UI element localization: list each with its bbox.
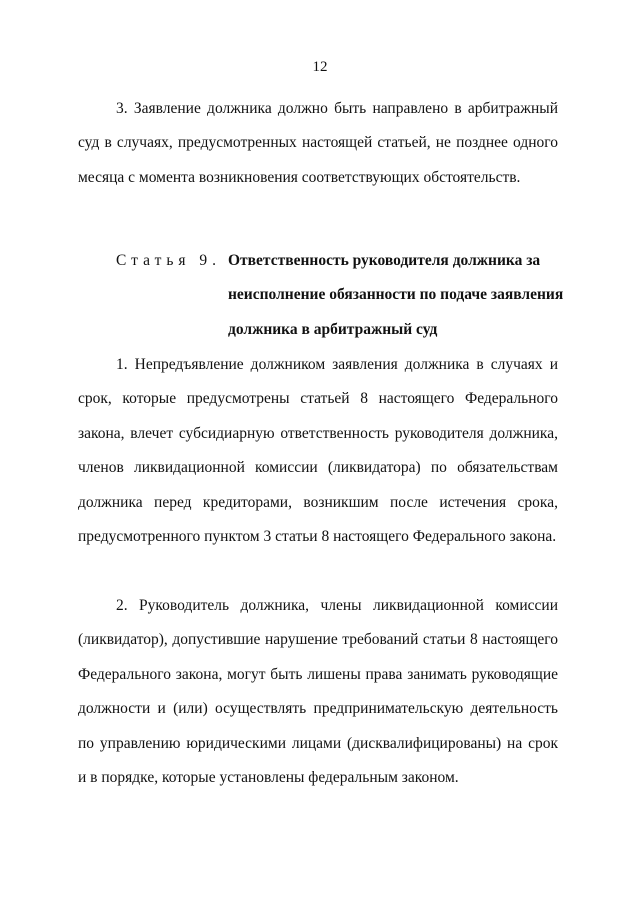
article-title-line: неисполнение обязанности по подаче заявления bbox=[228, 286, 564, 304]
paragraph-article-9-clause-2: 2. Руководитель должника, члены ликвидационной комиссии (ликвидатор), допустившие нарушение требований статьи 8 настоящего Федерального закона, могут быть лишены права занимать руководящие должности и (или) осуществлять предпринимательскую деятельность по управлению юридическими лицами (дисквалифицированы) на срок и в порядке, которые установлены федеральным законом. bbox=[78, 597, 558, 787]
paragraph-article-9-clause-1: 1. Непредъявление должником заявления должника в случаях и срок, которые предусмотрены статьей 8 настоящего Федерального закона, влечет субсидиарную ответственность руководителя должника, членов ликвидационной комиссии (ликвидатора) по обязательствам должника перед кредиторами, возникшим после истечения срока, предусмотренного пунктом 3 статьи 8 настоящего Федерального закона. bbox=[78, 356, 558, 546]
article-label: Статья 9. bbox=[116, 252, 222, 269]
article-title-line: Ответственность руководителя должника за bbox=[228, 252, 541, 269]
article-title bbox=[228, 244, 564, 347]
article-title-line: должника в арбитражный суд bbox=[228, 320, 438, 338]
page-number: 12 bbox=[312, 59, 328, 75]
paragraph-article-8-clause-3: 3. Заявление должника должно быть направлено в арбитражный суд в случаях, предусмотренных настоящей статьей, не позднее одного месяца с момента возникновения соответствующих обстоятельств. bbox=[78, 100, 558, 186]
article-heading bbox=[116, 244, 566, 344]
